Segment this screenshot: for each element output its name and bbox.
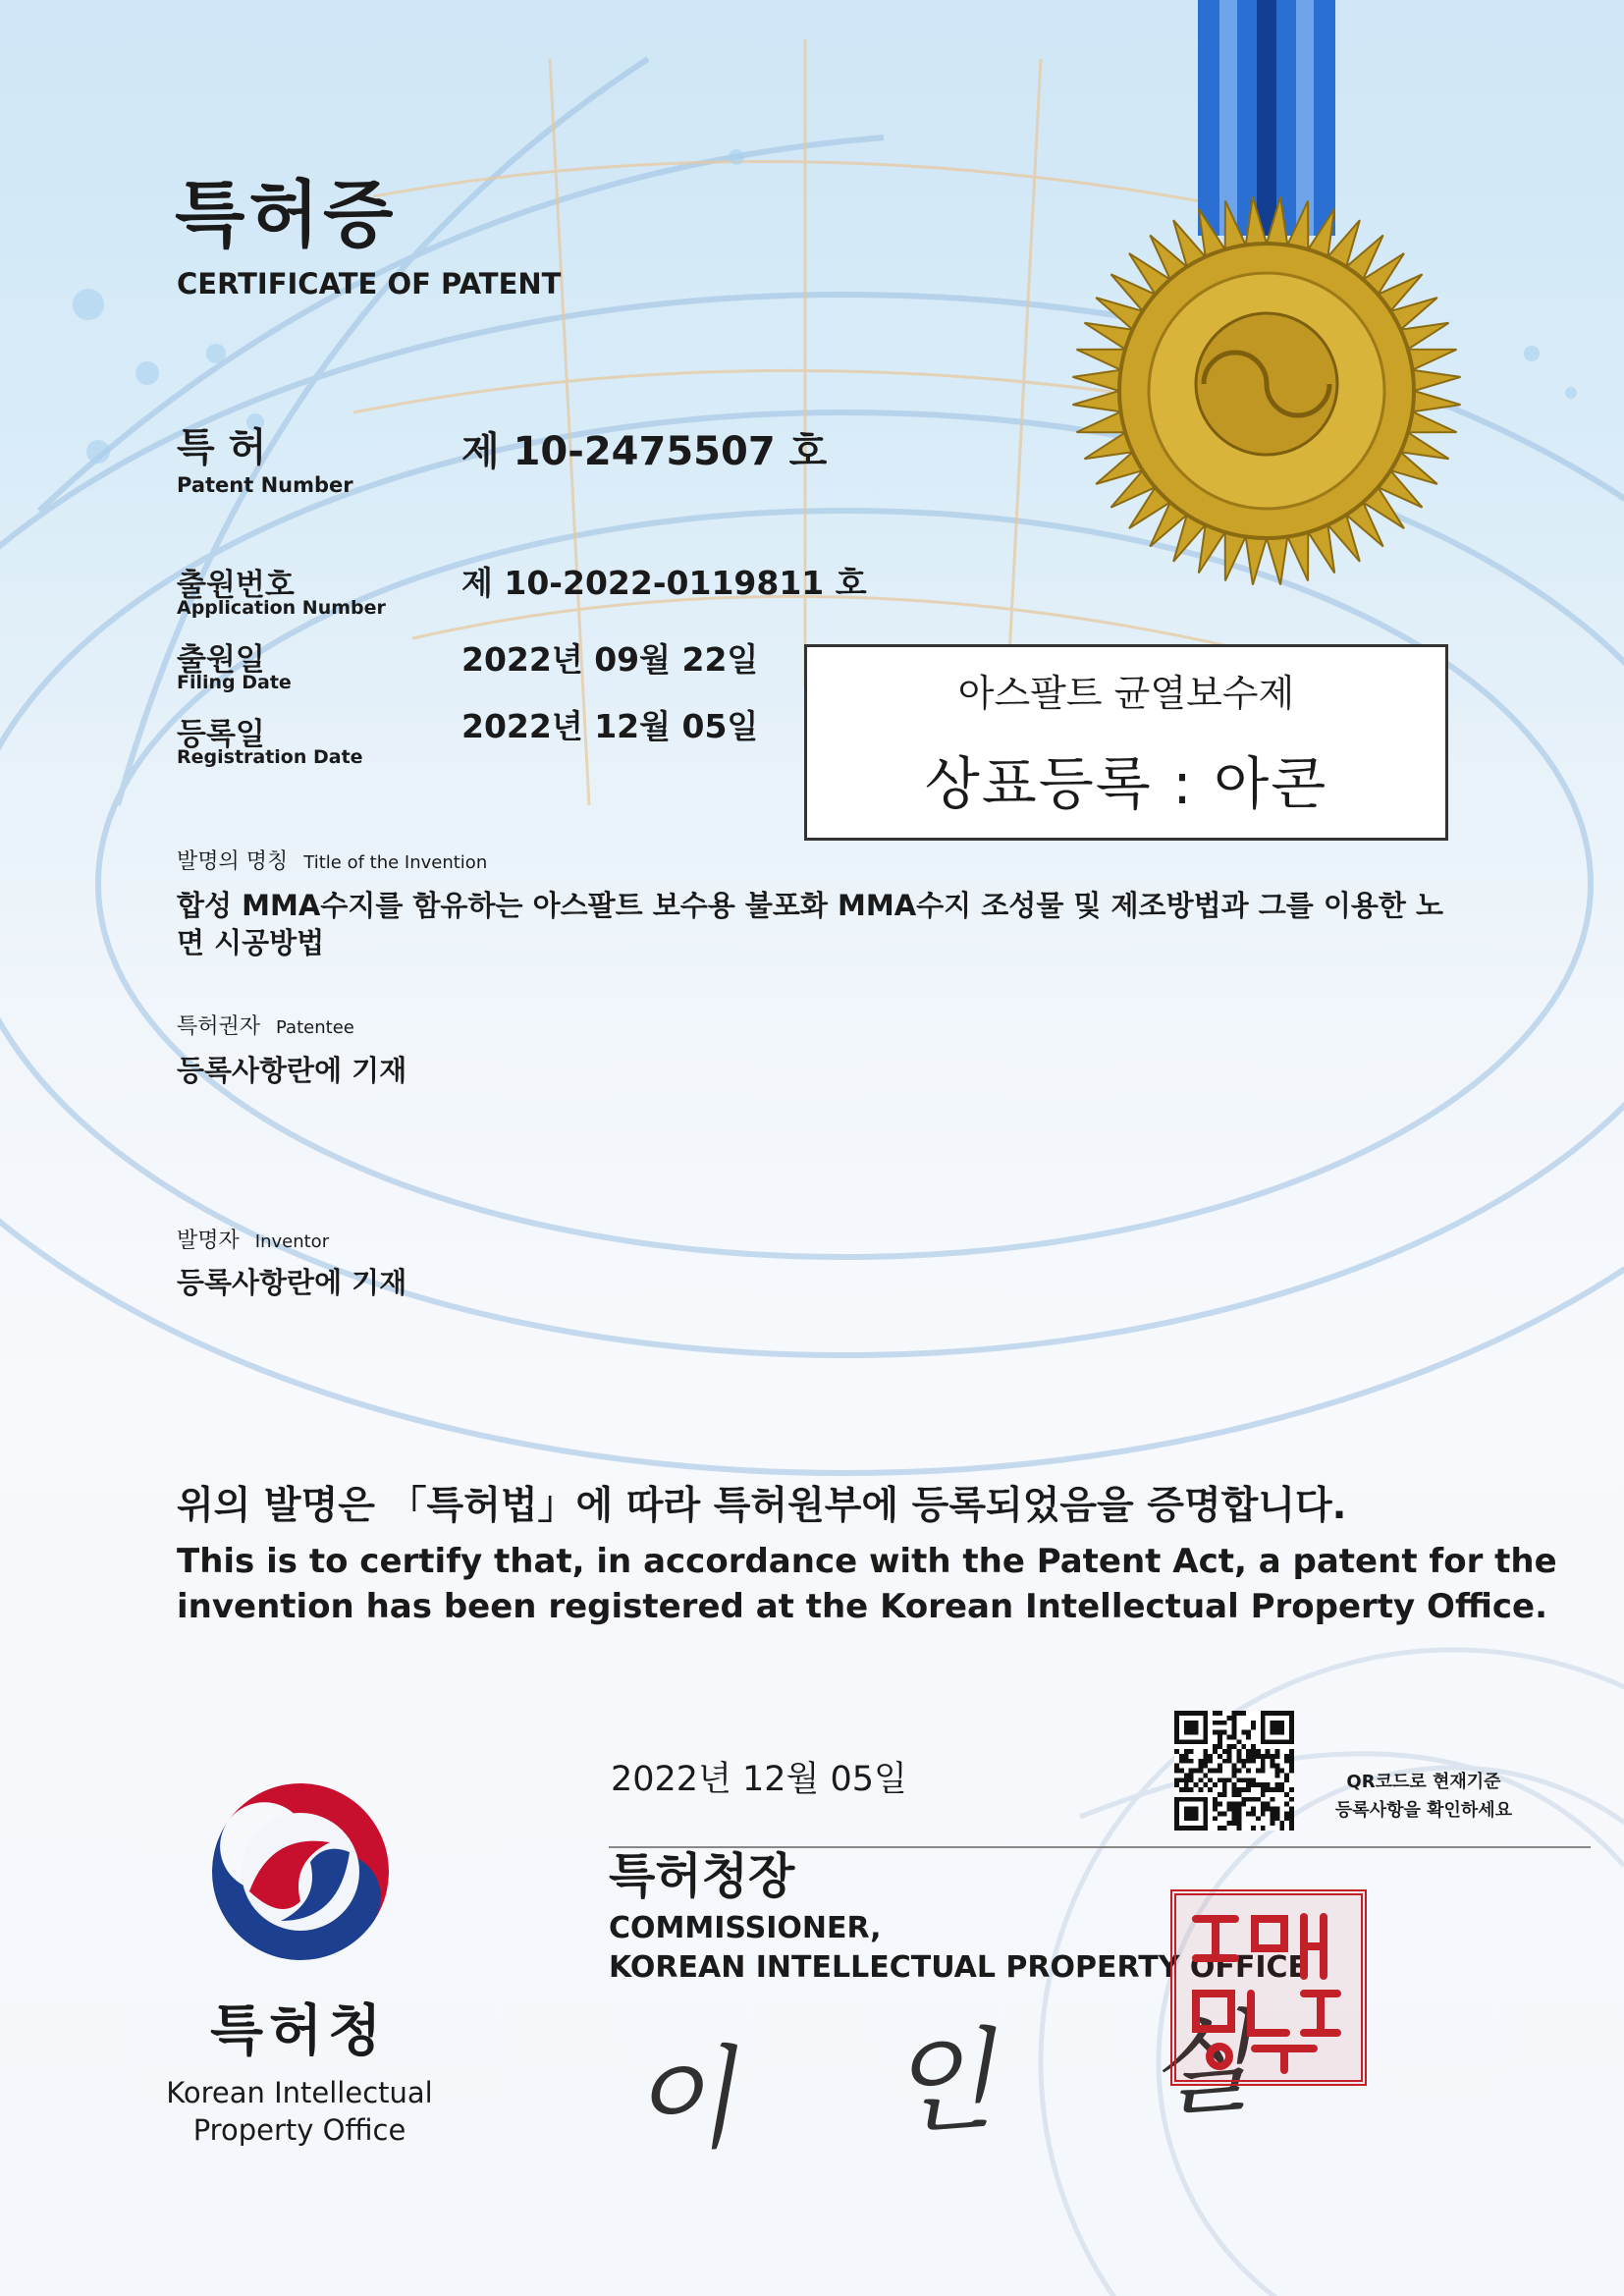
invention-title-line2: 면 시공방법 — [177, 926, 325, 959]
patentee-label-en: Patentee — [276, 1017, 354, 1038]
commissioner-title-en-line2: KOREAN INTELLECTUAL PROPERTY OFFICE — [609, 1950, 1309, 1985]
kipo-logo-icon — [202, 1774, 399, 1970]
registration-date-label-ko: 등록일 — [177, 717, 265, 752]
trademark-product: 아스팔트 균열보수제 — [957, 672, 1295, 715]
trademark-registration: 상표등록 : 아콘 — [924, 750, 1328, 817]
commissioner-title-en-line1: COMMISSIONER, — [609, 1911, 882, 1945]
kipo-logo-name-en — [157, 2074, 442, 2149]
inventor-label-ko: 발명자 — [177, 1229, 240, 1253]
registration-date-value: 2022년 12월 05일 — [461, 707, 759, 745]
gold-seal-icon — [1068, 192, 1465, 589]
certification-text-ko: 위의 발명은 「특허법」에 따라 특허원부에 등록되었음을 증명합니다. — [177, 1484, 1347, 1528]
kipo-logo-name-en-line2: Property Office — [192, 2113, 406, 2147]
certification-text-en-line1: This is to certify that, in accordance with the Patent Act, a patent for the — [177, 1542, 1557, 1581]
filing-date-label-en: Filing Date — [177, 672, 292, 693]
inventor-label — [177, 1224, 329, 1254]
kipo-logo-name-ko: 특허청 — [210, 1999, 388, 2063]
inventor-label-en: Inventor — [254, 1231, 330, 1252]
qr-code-icon — [1174, 1711, 1294, 1831]
application-number-label-ko: 출원번호 — [177, 568, 295, 603]
invention-title-label-ko: 발명의 명칭 — [177, 849, 289, 874]
certificate-title-en: CERTIFICATE OF PATENT — [177, 267, 562, 301]
commissioner-signature: 이 인 실 — [624, 1994, 1317, 2170]
issue-date: 2022년 12월 05일 — [611, 1760, 907, 1799]
registration-date-label-en: Registration Date — [177, 746, 363, 768]
official-stamp-icon — [1176, 1895, 1361, 2080]
qr-note-line1: QR코드로 현재기준 — [1346, 1772, 1501, 1792]
trademark-box — [804, 644, 1448, 841]
invention-title-label-en: Title of the Invention — [303, 852, 488, 873]
commissioner-title-ko: 특허청장 — [609, 1848, 795, 1904]
patent-number-value: 제 10-2475507 호 — [461, 429, 828, 474]
filing-date-label-ko: 출원일 — [177, 642, 265, 678]
inventor-value: 등록사항란에 기재 — [177, 1266, 407, 1299]
qr-note — [1306, 1768, 1542, 1825]
filing-date-value: 2022년 09월 22일 — [461, 640, 759, 679]
patentee-label — [177, 1010, 354, 1040]
patent-number-label-ko: 특 허 — [177, 425, 267, 470]
patent-number-label-en: Patent Number — [177, 473, 353, 497]
application-number-value: 제 10-2022-0119811 호 — [461, 564, 867, 602]
patentee-label-ko: 특허권자 — [177, 1014, 261, 1039]
commissioner-divider — [609, 1846, 1591, 1848]
certification-text-en-line2: invention has been registered at the Korean Intellectual Property Office. — [177, 1587, 1547, 1626]
certificate-title-ko: 특허증 — [175, 173, 398, 257]
patentee-value: 등록사항란에 기재 — [177, 1054, 407, 1087]
qr-note-line2: 등록사항을 확인하세요 — [1334, 1800, 1513, 1821]
official-stamp — [1170, 1889, 1367, 2086]
invention-title-line1: 합성 MMA수지를 함유하는 아스팔트 보수용 불포화 MMA수지 조성물 및 제조방법과 그를 이용한 노 — [177, 889, 1443, 922]
kipo-logo-name-en-line1: Korean Intellectual — [166, 2076, 433, 2109]
invention-title-label — [177, 845, 487, 875]
application-number-label-en: Application Number — [177, 597, 386, 619]
